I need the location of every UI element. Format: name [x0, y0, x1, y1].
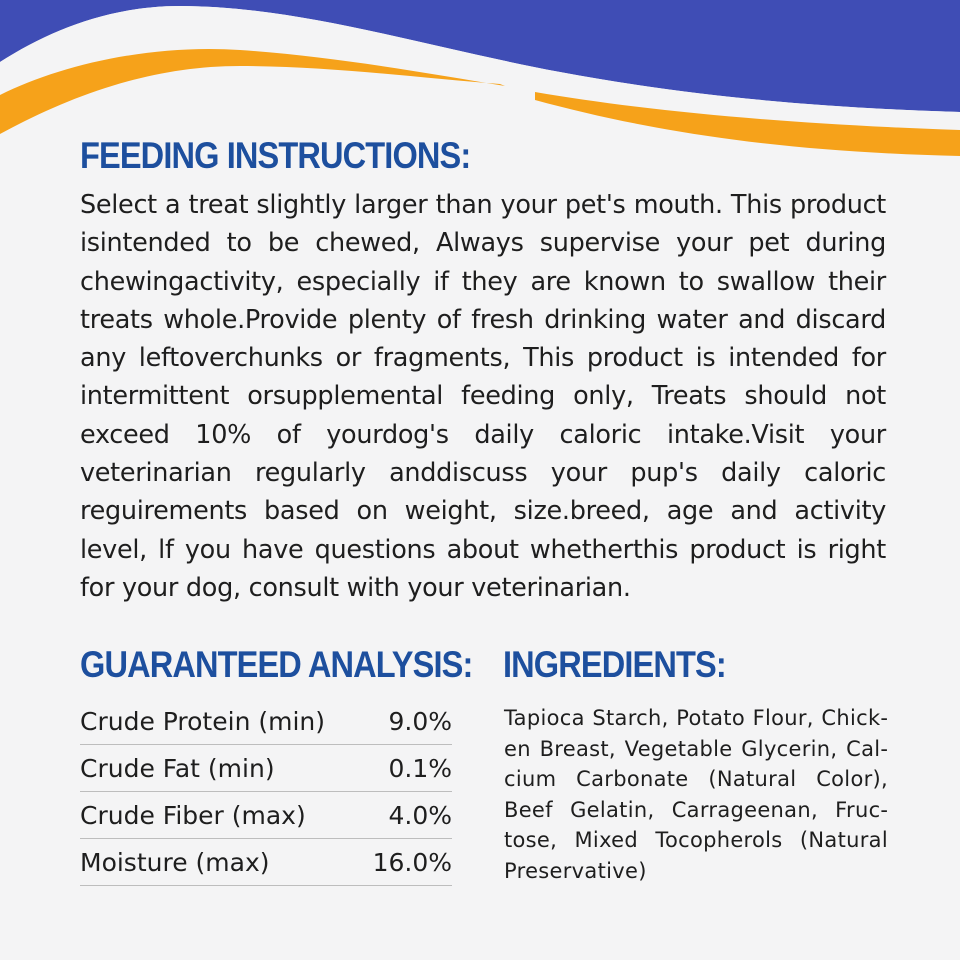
- ingredients-text: Tapioca Starch, Potato Flour, Chicken Breast, Vegetable Glycerin, Calcium Carbonate (Natural Color), Beef Gelatin, Carrageenan, Fructose, Mixed Tocopherols (Natural Preservative): [504, 706, 888, 883]
- table-row: [80, 698, 452, 745]
- ingredients-heading: INGREDIENTS:: [503, 644, 726, 685]
- table-row: [80, 839, 452, 886]
- nutrient-value: 4.0%: [361, 792, 452, 839]
- table-row: [80, 745, 452, 792]
- guaranteed-analysis-table: [80, 698, 452, 886]
- nutrient-label: Crude Protein (min): [80, 698, 361, 745]
- nutrient-value: 16.0%: [361, 839, 452, 886]
- nutrient-label: Crude Fiber (max): [80, 792, 361, 839]
- nutrient-label: Crude Fat (min): [80, 745, 361, 792]
- nutrient-value: 0.1%: [361, 745, 452, 792]
- table-row: [80, 792, 452, 839]
- guaranteed-analysis-heading: GUARANTEED ANALYSIS:: [80, 644, 473, 685]
- nutrient-value: 9.0%: [361, 698, 452, 745]
- feeding-instructions-text: Select a treat slightly larger than your pet's mouth. This product isintended to be chewed, Always supervise your pet during chewingactivity, especially if they are known to swallow their treats whole.Provide plenty of fresh drinking water and discard any leftoverchunks or fragments, This product is intended for intermittent orsupplemental feeding only, Treats should not exceed 10% of yourdog's daily caloric intake.Visit your veterinarian regularly anddiscuss your pup's daily caloric reguirements based on weight, size.breed, age and activity level, lf you have questions about whetherthis product is right for your dog, consult with your veterinarian.: [80, 190, 886, 603]
- orange-wave-left: [0, 49, 505, 134]
- nutrient-label: Moisture (max): [80, 839, 361, 886]
- feeding-instructions-heading: FEEDING INSTRUCTIONS:: [80, 135, 471, 176]
